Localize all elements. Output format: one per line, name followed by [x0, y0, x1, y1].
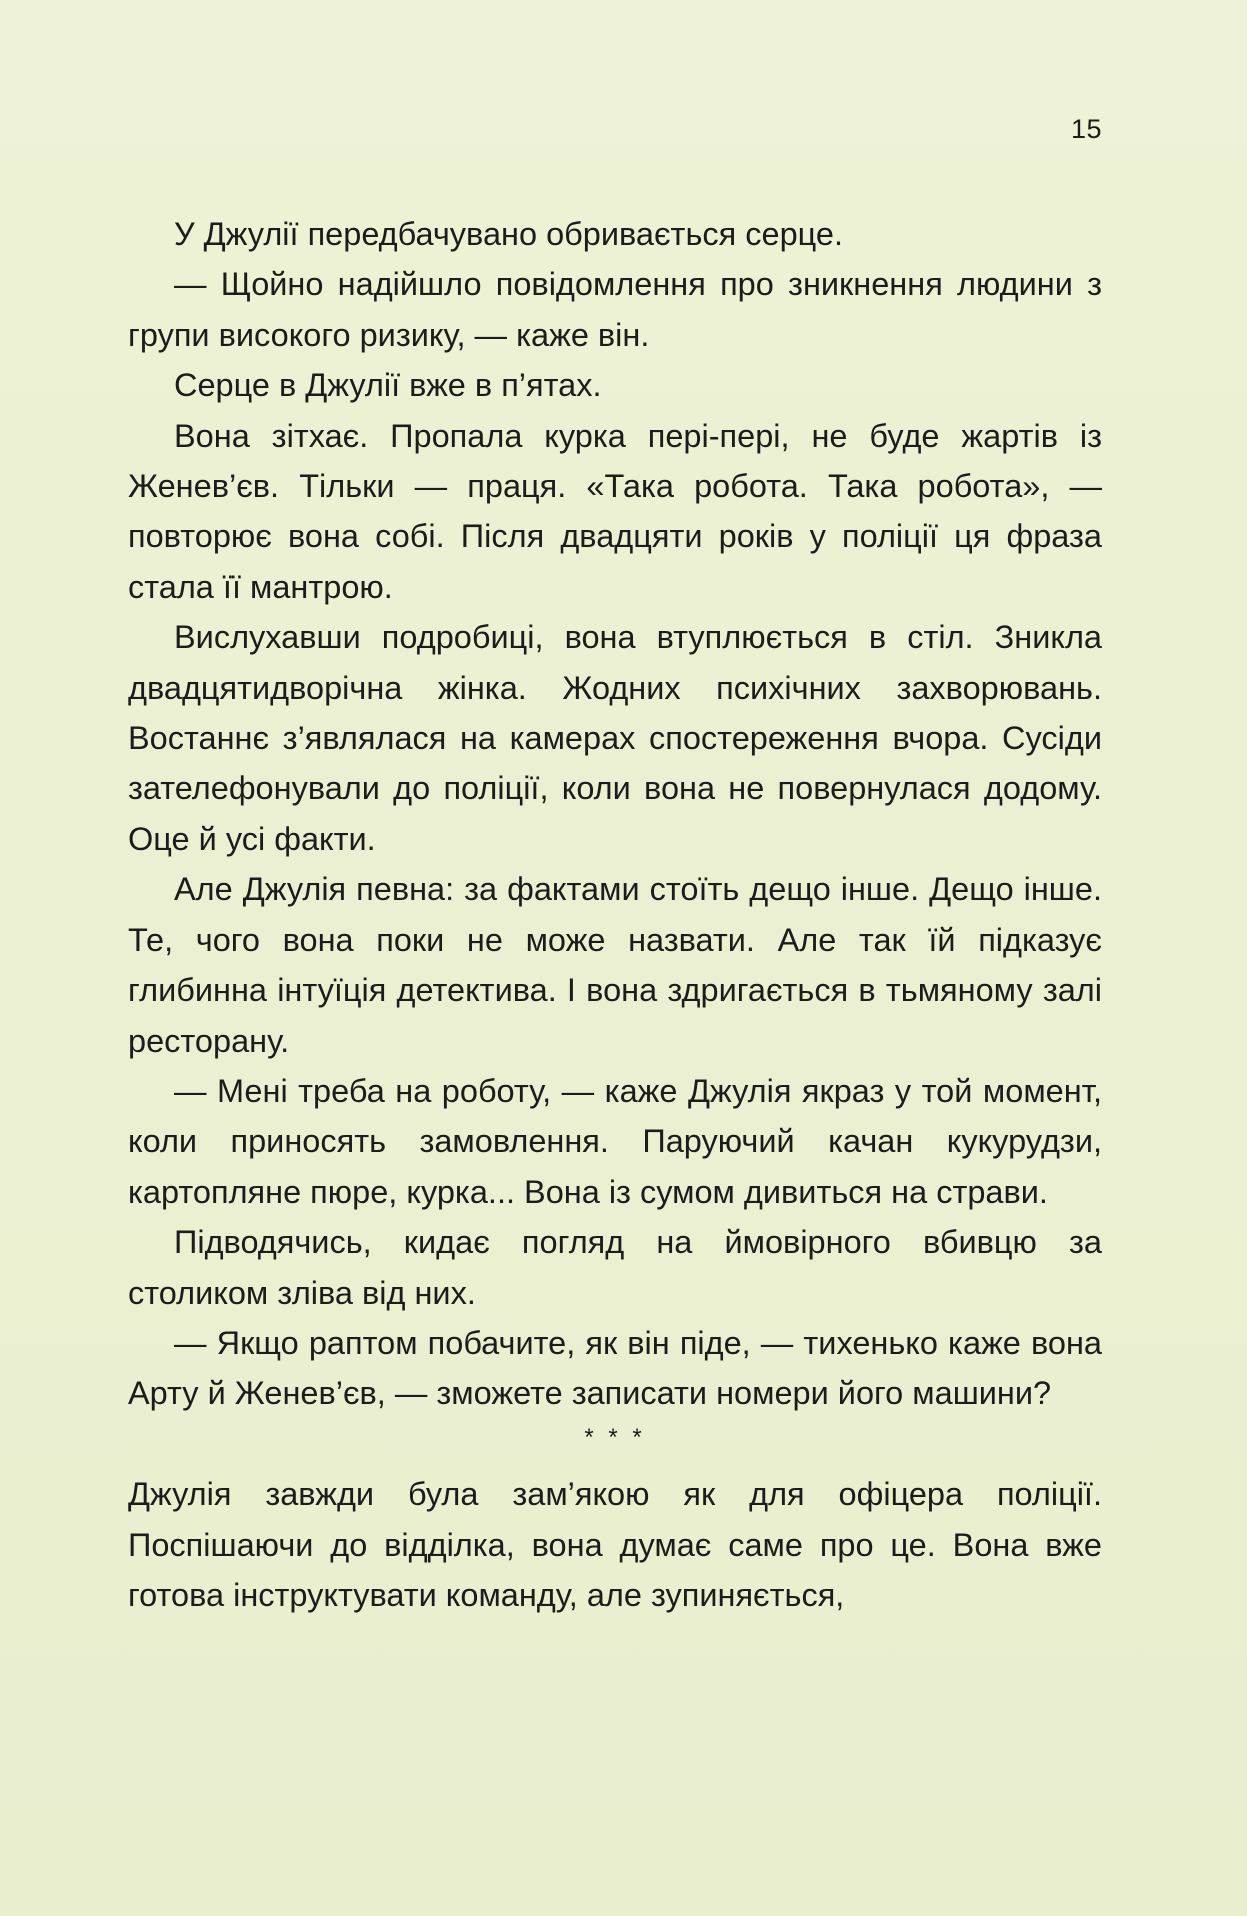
paragraph: Але Джулія певна: за фактами стоїть дещо інше. Дещо інше. Те, чого вона поки не може назвати. Але так їй підказує глибинна інтуїція детектива. І вона здригається в тьмяному залі ресторану. — [128, 871, 1102, 1059]
paragraph: — Щойно надійшло повідомлення про зникнення людини з групи високого ризику, — каже він. — [128, 266, 1102, 353]
paragraph: У Джулії передбачувано обривається серце. — [174, 216, 844, 252]
body-text — [128, 209, 1102, 1620]
paragraph: Вислухавши подробиці, вона втуплюється в стіл. Зникла двадцятидворічна жінка. Жодних психічних захворювань. Востаннє з’являлася на камерах спостереження вчора. Сусіди зателефонували до поліції, коли вона не повернулася додому. Оце й усі факти. — [128, 619, 1102, 857]
paragraph: — Якщо раптом побачите, як він піде, — тихенько каже вона Арту й Женев’єв, — зможете записати номери його машини? — [128, 1324, 1102, 1412]
page-number: 15 — [1070, 114, 1102, 144]
section-break-asterisks: * * * — [584, 1423, 646, 1451]
paragraph: Серце в Джулії вже в п’ятах. — [174, 367, 602, 404]
paragraph-after-break: Джулія завжди була зам’якою як для офіцера поліції. Поспішаючи до відділка, вона думає саме про це. Вона вже готова інструктувати команду, але зупиняється, — [128, 1476, 1102, 1613]
section-break — [128, 1419, 1102, 1469]
paragraph: Підводячись, кидає погляд на ймовірного вбивцю за столиком зліва від них. — [128, 1224, 1102, 1311]
paragraph: Вона зітхає. Пропала курка пері-пері, не буде жартів із Женев’єв. Тільки — праця. «Така робота. Така робота», — повторює вона собі. Після двадцяти років у поліції ця фраза стала її мантрою. — [128, 417, 1102, 605]
paragraph: — Мені треба на роботу, — каже Джулія якраз у той момент, коли приносять замовлення. Паруючий качан кукурудзи, картопляне пюре, курка... Вона із сумом дивиться на страви. — [128, 1072, 1102, 1210]
